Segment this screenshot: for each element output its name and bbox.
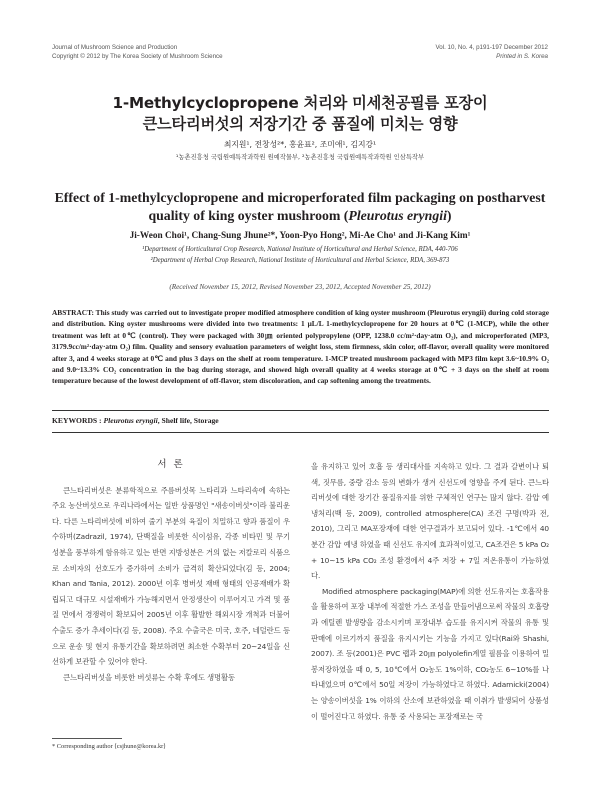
- section-title-introduction: 서 론: [157, 459, 185, 470]
- footnote-rule: [52, 738, 122, 739]
- journal-name: Journal of Mushroom Science and Production: [52, 44, 178, 51]
- keywords-top-rule: [52, 410, 549, 411]
- english-title-post: ): [446, 208, 452, 223]
- body-paragraph: 큰느타리버섯은 분류학적으로 주름버섯목 느타리과 느타리속에 속하는 주요 농산버섯으로 우리나라에서는 일반 상품명인 "새송이버섯"이라 불리운다. 다른 느타리버섯에 비하여 줄기 부분의 육질이 치밀하고 향과 품질이 우수하며(Zadrazil, 1974), 단백질을 비롯한 식이섬유, 각종 비타민 및 무기성분을 풍부하게 함유하고 있는 반면 지방성분은 거의 없는 저칼로리 식품으로 소비자의 선호도가 증가하여 소비가 급격히 확산되었다(김 등, 2004; Khan and Tania, 2012). 2000년 이후 병버섯 재배 형태의 인공재배가 확립되고 대규모 시설재배가 가능해지면서 안정생산이 이루어지고 가격 및 품질 면에서 경쟁력이 확보되어 2005년 이후 활발한 해외시장 개척과 더불어 수출도 증가 추세이다(김 등, 2008). 주요 수출국은 미국, 호주, 네덜란드 등으로 운송 및 현지 유통기간을 확보하려면 최소한 수확부터 20~24일을 신선하게 보관할 수 있어야 한다.: [52, 485, 290, 667]
- korean-authors: 최지원¹, 전창성²*, 홍윤표², 조미애¹, 김지강¹: [223, 140, 377, 149]
- body-left-column: [52, 455, 290, 685]
- english-affiliation-2: ²Department of Herbal Crop Research, National Institute of Horticultural and Herbal Science, RDA, 369-873: [150, 257, 450, 264]
- english-title-line-2: [40, 207, 560, 225]
- keywords-label: KEYWORDS :: [52, 416, 104, 425]
- received-dates: (Received November 15, 2012, Revised November 23, 2012, Accepted November 25, 2012): [169, 283, 431, 291]
- korean-title-line-1: 1-Methylcyclopropene 처리와 미세천공필름 포장이: [112, 94, 488, 112]
- english-affiliation-1: ¹Department of Horticultural Crop Research, National Institute of Horticultural and Herbal Science, RDA, 440-706: [142, 246, 458, 253]
- english-title-line-1: Effect of 1-methylcyclopropene and microperforated film packaging on postharvest: [54, 190, 546, 205]
- keywords-bottom-rule: [52, 432, 549, 433]
- keyword-scientific-name: Pleurotus eryngii: [103, 416, 158, 425]
- body-paragraph: Modified atmosphere packaging(MAP)에 의한 선도유지는 호흡작용을 활용하여 포장 내부에 적절한 가스 조성을 만들어냄으로써 작물의 호흡량과 에틸렌 발생량을 감소시키며 포장내부 습도를 유지시켜 작물의 유통 및 판매에 이르기까지 품질을 유지시키는 기능을 가지고 있다(Rai와 Shashi, 2007). 조 등(2001)은 PVC 랩과 20㎛ polyolefin계열 필름을 이용하여 밀봉저장하였을 때 0, 5, 10℃에서 O₂농도 1%이하, CO₂농도 6~10%를 나타내었으며 0℃에서 50일 저장이 가능하였다고 하였다. Adamicki(2004)는 양송이버섯을 1% 이하의 산소에 보관하였을 때 이취가 발생되어 상품성이 떨어진다고 하였다. 유통 중 사용되는 포장재로는 국: [311, 586, 549, 721]
- abstract: [52, 307, 549, 387]
- body-paragraph: 큰느타리버섯을 비롯한 버섯류는 수확 후에도 생명활동: [63, 672, 236, 682]
- copyright-line: Copyright © 2012 by The Korea Society of Mushroom Science: [52, 52, 223, 60]
- korean-title-line-2: 큰느타리버섯의 저장기간 중 품질에 미치는 영향: [142, 115, 458, 133]
- english-title-pre: quality of king oyster mushroom (: [148, 208, 349, 223]
- printed-line: Printed in S. Korea: [496, 52, 548, 60]
- abstract-label: ABSTRACT:: [52, 308, 94, 317]
- body-right-column: [311, 459, 549, 724]
- corresponding-author-footnote: * Corresponding author ⟨csjhune@korea.kr⟩: [52, 743, 166, 750]
- korean-affiliation: ¹농촌진흥청 국립원예특작과학원 원예작물부, ²농촌진흥청 국립원예특작과학원 인삼특작부: [175, 154, 425, 161]
- body-paragraph: 을 유지하고 있어 호흡 등 생리대사를 지속하고 있다. 그 결과 갈변이나 퇴색, 짓무름, 중량 감소 등의 변화가 생겨 신선도에 영향을 주게 된다. 큰느타리버섯에 대한 장기간 품질유지를 위한 구체적인 연구는 많지 않다. 감압 예냉처리(백 등, 2009), controlled atmosphere(CA) 조건 구명(박과 전, 2010), 그리고 MA포장재에 대한 연구결과가 보고되어 있다. -1℃에서 40분간 감압 예냉 하였을 때 신선도 유지에 효과적이었고, CA조건은 5 kPa O₂ + 10~15 kPa CO₂ 조성 환경에서 4주 저장 + 7일 저온유통이 가능하였다.: [311, 462, 549, 581]
- volume-line: Vol. 10, No. 4, p191-197 December 2012: [435, 44, 548, 51]
- keywords-rest: , Shelf life, Storage: [157, 416, 219, 425]
- english-title-scientific-name: Pleurotus eryngii: [348, 208, 447, 223]
- abstract-text: This study was carried out to investigate proper modified atmosphere condition of king oyster mushroom (Pleurotus eryngii) during cold storage and distribution. King oyster mushrooms were divided into two treatments: 1 μL/L 1-methylcyclopropene for 20 hours at 0℃ (1-MCP), while the other treatment was left at 0℃ (control). They were packaged with 30㎛ oriented polypropylene (OPP, 1238.0 cc/m²·day·atm O₂), and microperforated (MP3, 3179.9cc/m²·day·atm O₂) film. Quality and sensory evaluation parameters of weight loss, stem firmness, skin color, off-flavor, overall quality were monitored after 3, and 4 weeks storage at 0℃ and plus 3 days on the shelf at room temperature. 1-MCP treated mushroom packaged with MP3 film kept 3.6~10.9% O₂ and 9.0~13.3% CO₂ concentration in the bag during storage, and showed high overall quality at 4 weeks storage at 0℃ + 3 days on the shelf at room temperature because of the lowest development of off-flavor, stem discoloration, and cap softening among the treatments.: [52, 308, 549, 386]
- english-title: [40, 189, 560, 225]
- english-authors: Ji-Weon Choi¹, Chang-Sung Jhune²*, Yoon-Pyo Hong², Mi-Ae Cho¹ and Ji-Kang Kim¹: [129, 231, 471, 241]
- journal-header: [52, 44, 223, 61]
- keywords: [52, 416, 219, 425]
- issue-header: [436, 44, 548, 61]
